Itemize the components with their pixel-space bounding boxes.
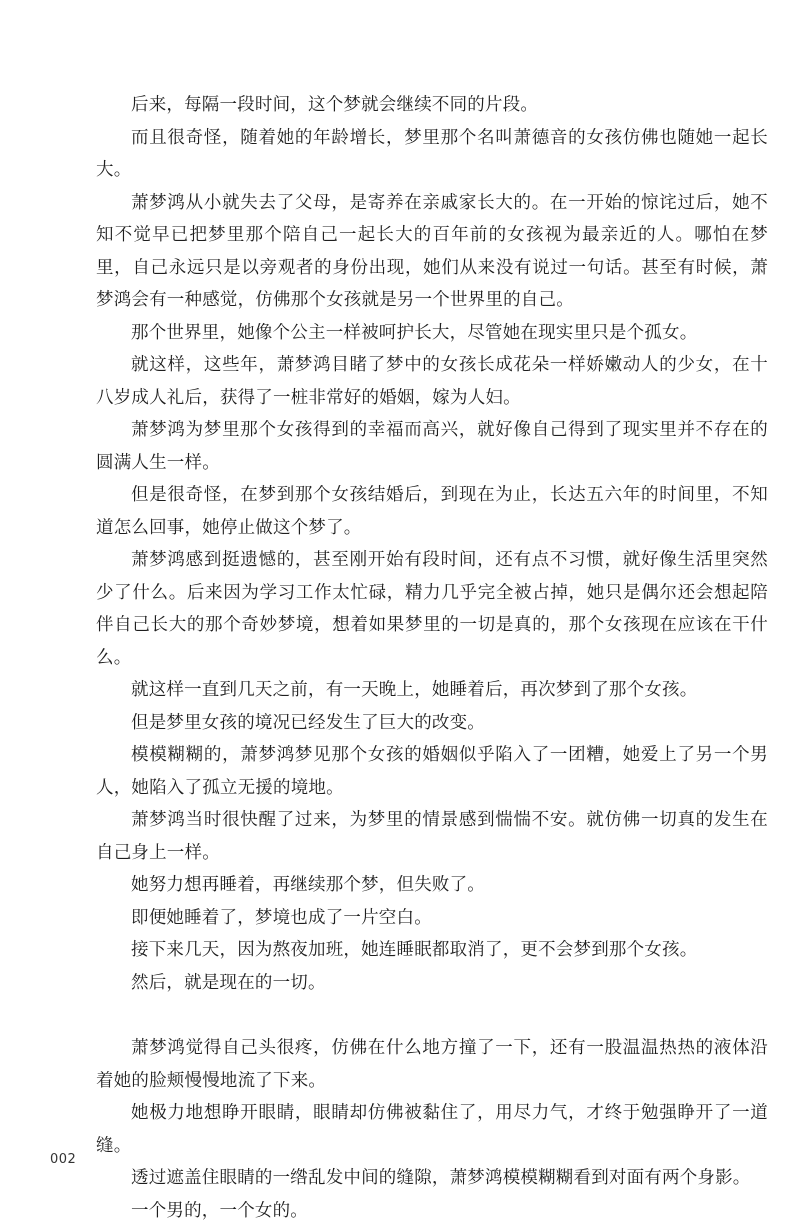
paragraph: 萧梦鸿感到挺遗憾的，甚至刚开始有段时间，还有点不习惯，就好像生活里突然少了什么。后来因为学习工作太忙碌，精力几乎完全被占掉，她只是偶尔还会想起陪伴自己长大的那个奇妙梦境，想着如果梦里的一切是真的，那个女孩现在应该在干什么。	[96, 544, 768, 674]
text-body	[96, 89, 768, 1227]
paragraph: 模模糊糊的，萧梦鸿梦见那个女孩的婚姻似乎陷入了一团糟，她爱上了另一个男人，她陷入了孤立无援的境地。	[96, 739, 768, 804]
paragraph: 一个男的，一个女的。	[96, 1195, 768, 1227]
paragraph: 即便她睡着了，梦境也成了一片空白。	[96, 902, 768, 935]
paragraph: 萧梦鸿觉得自己头很疼，仿佛在什么地方撞了一下，还有一股温温热热的液体沿着她的脸颊慢慢地流了下来。	[96, 1032, 768, 1097]
paragraph: 她努力想再睡着，再继续那个梦，但失败了。	[96, 869, 768, 902]
paragraph: 就这样一直到几天之前，有一天晚上，她睡着后，再次梦到了那个女孩。	[96, 674, 768, 707]
paragraph: 透过遮盖住眼睛的一绺乱发中间的缝隙，萧梦鸿模模糊糊看到对面有两个身影。	[96, 1162, 768, 1195]
paragraph: 萧梦鸿为梦里那个女孩得到的幸福而高兴，就好像自己得到了现实里并不存在的圆满人生一样。	[96, 414, 768, 479]
paragraph: 就这样，这些年，萧梦鸿目睹了梦中的女孩长成花朵一样娇嫩动人的少女，在十八岁成人礼后，获得了一桩非常好的婚姻，嫁为人妇。	[96, 349, 768, 414]
paragraph: 接下来几天，因为熬夜加班，她连睡眠都取消了，更不会梦到那个女孩。	[96, 934, 768, 967]
paragraph: 后来，每隔一段时间，这个梦就会继续不同的片段。	[96, 89, 768, 122]
paragraph: 萧梦鸿从小就失去了父母，是寄养在亲戚家长大的。在一开始的惊诧过后，她不知不觉早已把梦里那个陪自己一起长大的百年前的女孩视为最亲近的人。哪怕在梦里，自己永远只是以旁观者的身份出现，她们从来没有说过一句话。甚至有时候，萧梦鸿会有一种感觉，仿佛那个女孩就是另一个世界里的自己。	[96, 187, 768, 317]
paragraph: 但是很奇怪，在梦到那个女孩结婚后，到现在为止，长达五六年的时间里，不知道怎么回事，她停止做这个梦了。	[96, 479, 768, 544]
paragraph: 萧梦鸿当时很快醒了过来，为梦里的情景感到惴惴不安。就仿佛一切真的发生在自己身上一样。	[96, 804, 768, 869]
section-break	[96, 999, 768, 1032]
page-number: 002	[50, 1152, 76, 1167]
paragraph: 然后，就是现在的一切。	[96, 967, 768, 1000]
paragraph: 那个世界里，她像个公主一样被呵护长大，尽管她在现实里只是个孤女。	[96, 317, 768, 350]
paragraph: 她极力地想睁开眼睛，眼睛却仿佛被黏住了，用尽力气，才终于勉强睁开了一道缝。	[96, 1097, 768, 1162]
paragraph: 而且很奇怪，随着她的年龄增长，梦里那个名叫萧德音的女孩仿佛也随她一起长大。	[96, 122, 768, 187]
paragraph: 但是梦里女孩的境况已经发生了巨大的改变。	[96, 707, 768, 740]
